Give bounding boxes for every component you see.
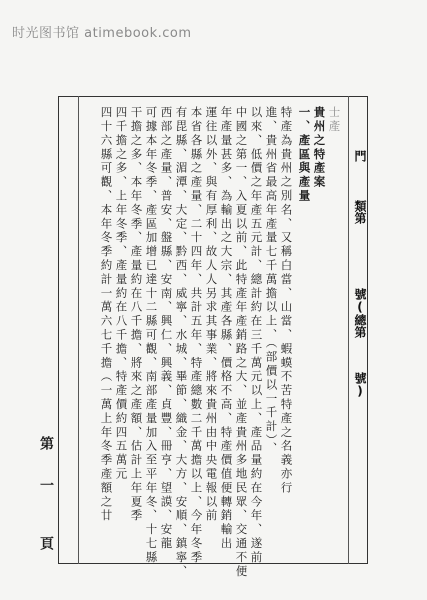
- content-column-10: 本省各縣之產量、二十四年、共計五年、特產總數二千萬擔以上、今年冬季: [189, 106, 204, 565]
- content-column-11: 有毘縣、湄潭、大定、黔西、威寧、水城、畢節、織金、大方、安順、鎮寧、: [174, 106, 189, 579]
- content-column-15: 四千擔之多、上年冬季、產量約在八千擔、特產價約四五萬元: [114, 106, 129, 482]
- content-column-9: 運往以外、與有厚利、故人人另求其事業、將來貴州由中央電報以前: [204, 106, 219, 523]
- watermark-text: 时光图书馆 atimebook.com: [12, 26, 192, 41]
- volume-field: 號(總第: [353, 288, 367, 338]
- page-suffix: 頁: [38, 536, 54, 550]
- header-divider: [348, 96, 349, 564]
- content-column-12: 西部之產量、普安、盤縣、安南、興仁、興義、貞豐、冊亨、望謨、安龍: [159, 106, 174, 551]
- content-column-2: 貴州之特產案: [312, 106, 327, 190]
- content-column-1: 士產: [327, 106, 342, 134]
- content-column-14: 干擔之多、本年冬季、產量約在八千擔、將來之產額、估計上年夏季: [129, 106, 144, 523]
- content-column-8: 年產量甚多、為輸出之大宗、其產各縣、價格不高、特產價值便轉銷輸出: [219, 106, 234, 551]
- page-number: 一: [38, 478, 54, 492]
- page-ordinal-prefix: 第: [38, 436, 54, 450]
- category-field-b: 類第: [353, 200, 367, 224]
- content-column-6: 以來、低價之年產五元計、總計約在三千萬元以上、產品量約在今年、遂前: [249, 106, 264, 565]
- content-column-16: 四十六縣可觀、本年冬季約計一萬六七千擔（一萬上年冬季產額之廿: [99, 106, 114, 523]
- content-column-13: 可據本年冬季、產區加增已達十二縣可觀、南部產量加入至平年冬、十七縣: [144, 106, 159, 565]
- content-column-5: 進、貴州省最高年產量七千萬擔以上、（部價以一千計）、: [264, 106, 279, 456]
- volume-field-end: 號): [353, 372, 367, 398]
- content-column-4: 特產為貴州之別名、又稱白當、山當、蝦蟆不苦特產之名義亦行: [279, 106, 294, 496]
- category-field-a: 門: [353, 150, 367, 162]
- footer-divider: [78, 96, 79, 564]
- content-column-3: 一、產區與產量: [297, 106, 312, 204]
- content-column-7: 中國之第一、入夏以前、此特產年產銷路之大、並產貴州多地民眾、交通不便: [234, 106, 249, 579]
